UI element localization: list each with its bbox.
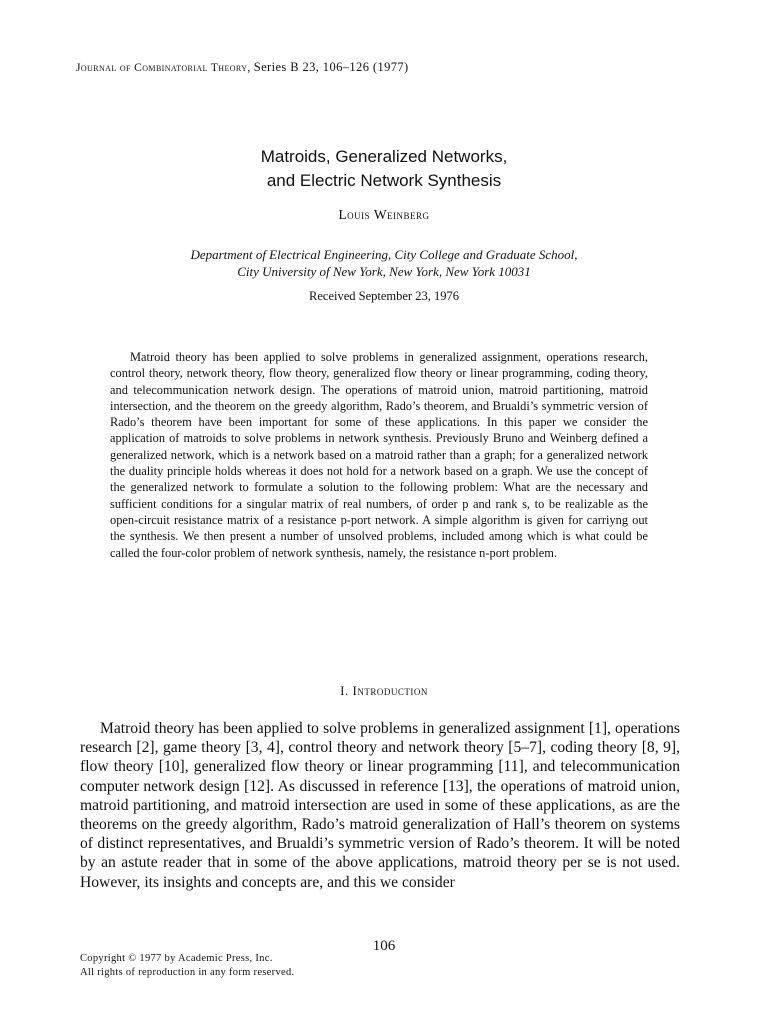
copyright-line-1: Copyright © 1977 by Academic Press, Inc. (80, 953, 273, 964)
section-heading: I. Introduction (340, 683, 428, 698)
author-name: Louis Weinberg (338, 207, 430, 222)
abstract-text: Matroid theory has been applied to solve problems in generalized assignment, operations research, control theory, network theory, flow theory, generalized flow theory or linear programming, coding theory, and telecommunication network design. The operations of matroid union, matroid partitioning, matroid intersection, and the theorem on the greedy algorithm, Rado’s theorem, and Brualdi’s symmetric version of Rado’s theorem have been important for some of these applications. In this paper we consider the application of matroids to solve problems in network synthesis. Previously Bruno and Weinberg defined a generalized network, which is a network based on a matroid rather than a graph; for a generalized network the duality principle holds whereas it does not hold for a network based on a graph. We use the concept of the generalized network to formulate a solution to the following problem: What are the necessary and sufficient conditions for a singular matrix of real numbers, of order p and rank s, to be realizable as the open-circuit resistance matrix of a resistance p-port network. A simple algorithm is given for carriyng out the synthesis. We then present a number of unsolved problems, included among which is what could be called the four-color problem of network synthesis, namely, the resistance n-port problem. (110, 350, 648, 560)
title-line-2: and Electric Network Synthesis (266, 171, 502, 190)
article-title (0, 145, 768, 193)
introduction-paragraph: Matroid theory has been applied to solve problems in generalized assignment [1], operations research [2], game theory [3, 4], control theory and network theory [5–7], coding theory [8, 9], flow theory [10], generalized flow theory or linear programming [11], and telecommunication computer network design [12]. As discussed in reference [13], the operations of matroid union, matroid partitioning, and matroid intersection are used in some of these applications, as are the theorems on the greedy algorithm, Rado’s matroid generalization of Hall’s theorem on systems of distinct representatives, and Brualdi’s symmetric version of Rado’s theorem. It will be noted by an astute reader that in some of the above applications, matroid theory per se is not used. However, its insights and concepts are, and this we consider (80, 720, 680, 891)
journal-name: Journal of Combinatorial Theory, (76, 62, 251, 74)
page-number: 106 (372, 938, 396, 954)
running-head (76, 60, 409, 75)
title-line-1: Matroids, Generalized Networks, (260, 147, 508, 166)
copyright-notice (80, 952, 294, 979)
received-date: Received September 23, 1976 (309, 289, 459, 303)
affiliation-line-2: City University of New York, New York, New York 10031 (237, 264, 531, 279)
affiliation-line-1: Department of Electrical Engineering, City College and Graduate School, (190, 247, 578, 262)
affiliation (0, 246, 768, 280)
copyright-line-2: All rights of reproduction in any form reserved. (80, 966, 295, 978)
journal-series: Series B 23, 106–126 (1977) (253, 60, 409, 74)
